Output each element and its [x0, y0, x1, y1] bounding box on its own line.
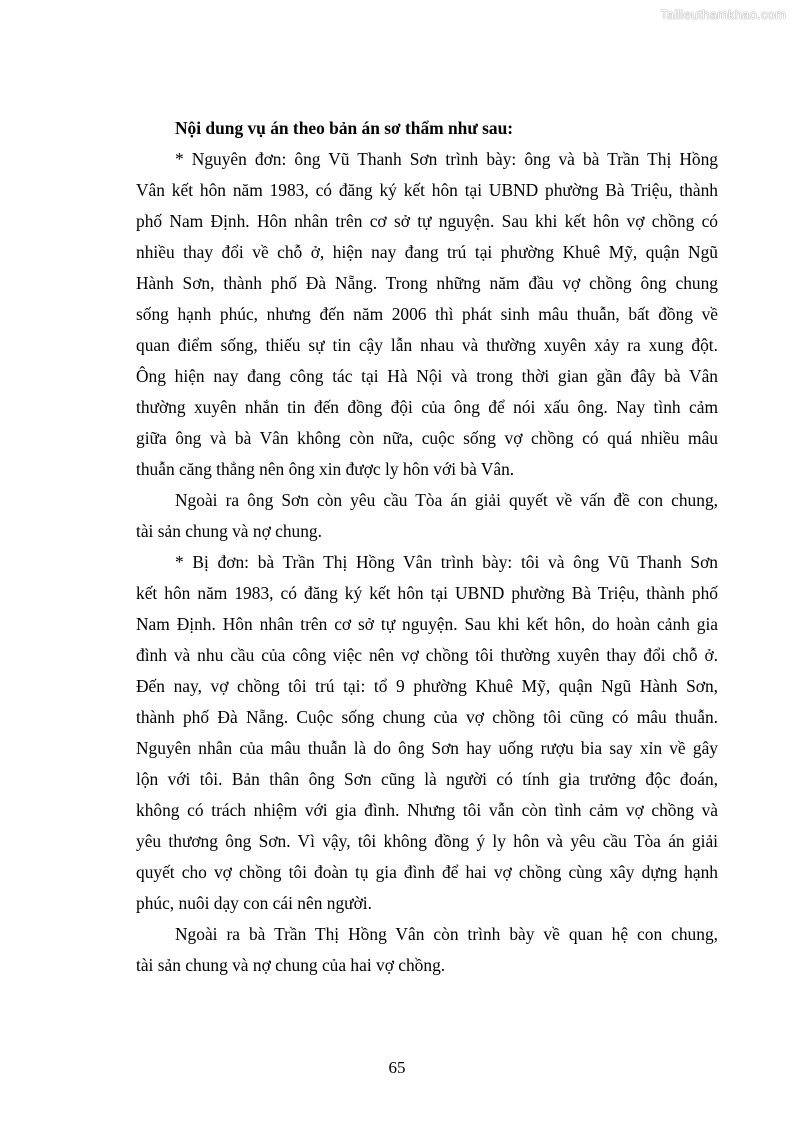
section-heading: Nội dung vụ án theo bản án sơ thẩm như sau:: [175, 118, 514, 138]
text-line: thuẫn căng thẳng nên ông xin được ly hôn với bà Vân.: [136, 459, 515, 479]
watermark: Tailieuthamkhao.com: [660, 7, 786, 22]
text-line: quan điểm sống, thiếu sự tin cậy lẫn nhau và thường xuyên xảy ra xung đột.: [136, 335, 718, 355]
document-body: [136, 113, 718, 981]
text-line: Ngoài ra ông Sơn còn yêu cầu Tòa án giải quyết về vấn đề con chung,: [175, 490, 718, 510]
text-line: * Nguyên đơn: ông Vũ Thanh Sơn trình bày: ông và bà Trần Thị Hồng: [175, 149, 718, 169]
text-line: Ngoài ra bà Trần Thị Hồng Vân còn trình bày về quan hệ con chung,: [175, 924, 718, 944]
paragraph-defendant: [136, 547, 718, 919]
text-line: Nam Định. Hôn nhân trên cơ sở tự nguyện. Sau khi kết hôn, do hoàn cảnh gia: [136, 614, 718, 634]
text-line: phúc, nuôi dạy con cái nên người.: [136, 893, 372, 913]
text-line: đình và nhu cầu của công việc nên vợ chồng tôi thường xuyên thay đổi chỗ ở.: [136, 645, 718, 665]
paragraph-plaintiff-requests: [136, 485, 718, 547]
text-line: nhiều thay đổi về chỗ ở, hiện nay đang trú tại phường Khuê Mỹ, quận Ngũ: [136, 242, 718, 262]
text-line: Nguyên nhân của mâu thuẫn là do ông Sơn hay uống rượu bia say xỉn về gây: [136, 738, 718, 758]
text-line: Vân kết hôn năm 1983, có đăng ký kết hôn tại UBND phường Bà Triệu, thành: [136, 180, 718, 200]
text-line: tài sản chung và nợ chung.: [136, 521, 322, 541]
text-line: thành phố Đà Nẵng. Cuộc sống chung của vợ chồng tôi cũng có mâu thuẫn.: [136, 707, 718, 727]
text-line: không có trách nhiệm với gia đình. Nhưng tôi vẫn còn tình cảm vợ chồng và: [136, 800, 718, 820]
text-line: giữa ông và bà Vân không còn nữa, cuộc sống vợ chồng có quá nhiều mâu: [136, 428, 718, 448]
text-line: thường xuyên nhắn tin đến đồng đội của ông để nói xấu ông. Nay tình cảm: [136, 397, 718, 417]
paragraph-plaintiff: [136, 144, 718, 485]
text-line: Hành Sơn, thành phố Đà Nẵng. Trong những năm đầu vợ chồng ông chung: [136, 273, 718, 293]
page-number: 65: [388, 1058, 406, 1077]
text-line: * Bị đơn: bà Trần Thị Hồng Vân trình bày: tôi và ông Vũ Thanh Sơn: [175, 552, 718, 572]
text-line: sống hạnh phúc, nhưng đến năm 2006 thì phát sinh mâu thuẫn, bất đồng về: [136, 304, 718, 324]
text-line: lộn với tôi. Bản thân ông Sơn cũng là người có tính gia trưởng độc đoán,: [136, 769, 718, 789]
text-line: Đến nay, vợ chồng tôi trú tại: tổ 9 phường Khuê Mỹ, quận Ngũ Hành Sơn,: [136, 676, 718, 696]
text-line: kết hôn năm 1983, có đăng ký kết hôn tại UBND phường Bà Triệu, thành phố: [136, 583, 718, 603]
text-line: phố Nam Định. Hôn nhân trên cơ sở tự nguyện. Sau khi kết hôn vợ chồng có: [136, 211, 718, 231]
paragraph-defendant-requests: [136, 919, 718, 981]
text-line: quyết cho vợ chồng tôi đoàn tụ gia đình để hai vợ chồng cùng xây dựng hạnh: [136, 862, 718, 882]
text-line: Ông hiện nay đang công tác tại Hà Nội và trong thời gian gần đây bà Vân: [136, 366, 718, 386]
text-line: tài sản chung và nợ chung của hai vợ chồng.: [136, 955, 446, 975]
text-line: yêu thương ông Sơn. Vì vậy, tôi không đồng ý ly hôn và yêu cầu Tòa án giải: [136, 831, 718, 851]
